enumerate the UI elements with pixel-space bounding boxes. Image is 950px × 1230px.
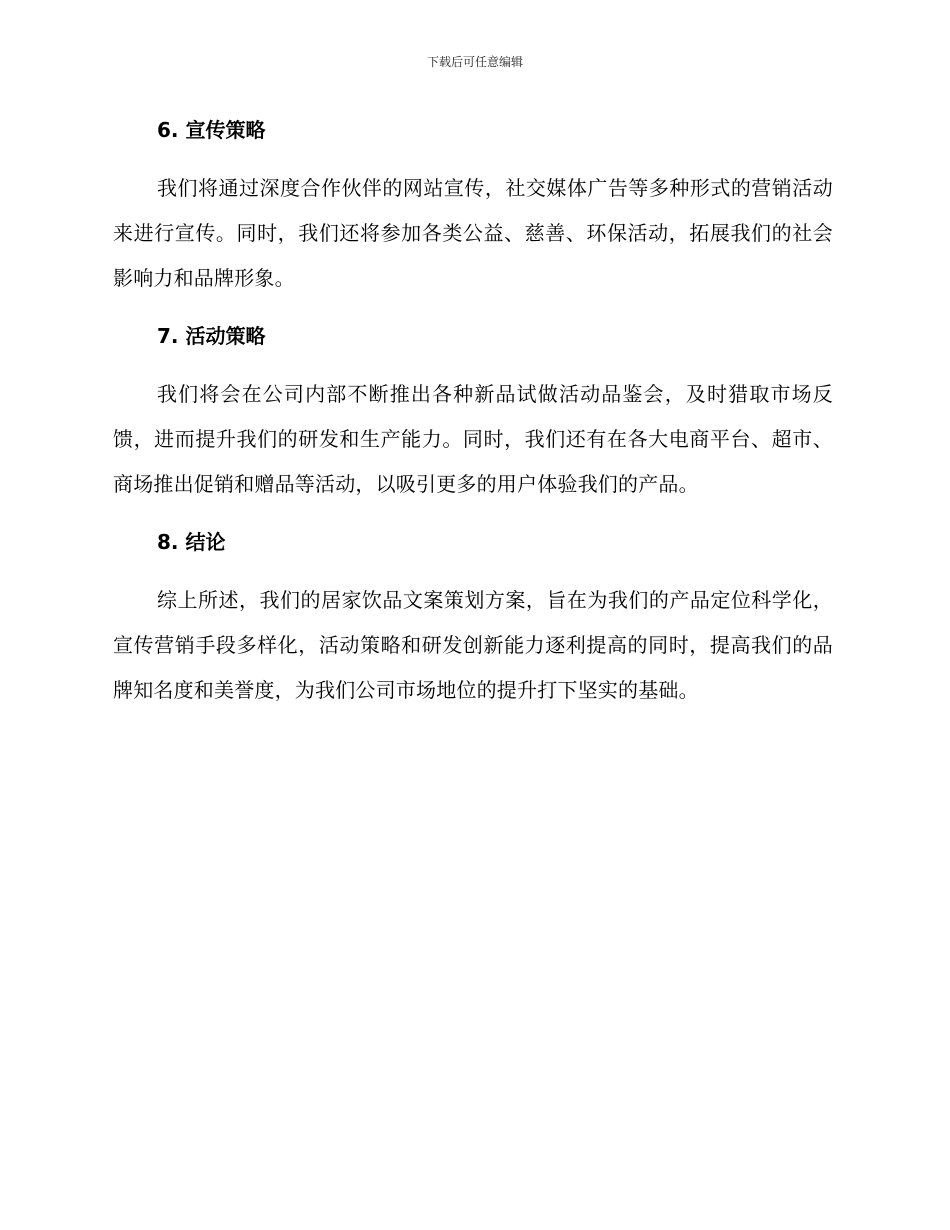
section-paragraph: 我们将会在公司内部不断推出各种新品试做活动品鉴会，及时猎取市场反馈，进而提升我们的研发和生产能力。同时，我们还有在各大电商平台、超市、商场推出促销和赠品等活动，以吸引更多的用户体验我们的产品。 (113, 382, 833, 496)
section-heading: 7. 活动策略 (157, 324, 266, 348)
section-paragraph: 综上所述，我们的居家饮品文案策划方案，旨在为我们的产品定位科学化，宣传营销手段多样化，活动策略和研发创新能力逐利提高的同时，提高我们的品牌知名度和美誉度，为我们公司市场地位的提升打下坚实的基础。 (113, 588, 833, 702)
section-conclusion (113, 520, 833, 713)
section-heading: 6. 宣传策略 (157, 118, 266, 142)
section-paragraph: 我们将通过深度合作伙伴的网站宣传，社交媒体广告等多种形式的营销活动来进行宣传。同时，我们还将参加各类公益、慈善、环保活动，拓展我们的社会影响力和品牌形象。 (113, 176, 833, 290)
section-activity-strategy (113, 314, 833, 507)
section-heading: 8. 结论 (157, 530, 226, 554)
header-note: 下载后可任意编辑 (426, 55, 523, 69)
section-promotion-strategy (113, 108, 833, 301)
document-body (113, 108, 833, 713)
